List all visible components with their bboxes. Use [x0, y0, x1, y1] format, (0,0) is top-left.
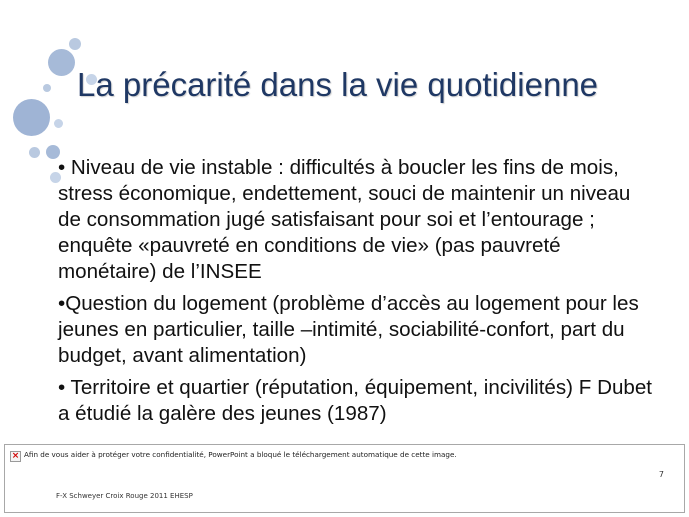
slide-body [58, 155, 658, 433]
bubble-decoration [13, 99, 50, 136]
notice-text: Afin de vous aider à protéger votre confidentialité, PowerPoint a bloqué le téléchargement automatique de cette image. [24, 450, 457, 459]
bubble-decoration [48, 49, 75, 76]
bubble-decoration [69, 38, 81, 50]
bubble-decoration [43, 84, 51, 92]
bullet-paragraph: • Territoire et quartier (réputation, équipement, incivilités) F Dubet a étudié la galère des jeunes (1987) [58, 376, 653, 425]
bullet-paragraph: •Question du logement (problème d’accès au logement pour les jeunes en particulier, taille –intimité, sociabilité-confort, part du budget, avant alimentation) [58, 292, 639, 367]
blocked-image-placeholder [4, 444, 685, 513]
bubble-decoration [29, 147, 40, 158]
bullet-paragraph: • Niveau de vie instable : difficultés à boucler les fins de mois, stress économique, endettement, souci de maintenir un niveau de consommation jugé satisfaisant pour soi et l’entourage ; enquête «pauvreté en conditions de vie» (pas pauvreté monétaire) de l’INSEE [58, 156, 631, 283]
slide-title: La précarité dans la vie quotidienne [77, 66, 599, 103]
bubble-decoration [54, 119, 63, 128]
footer-text: F-X Schweyer Croix Rouge 2011 EHESP [56, 492, 193, 500]
blocked-image-icon: × [11, 451, 20, 461]
page-number: 7 [658, 470, 664, 479]
